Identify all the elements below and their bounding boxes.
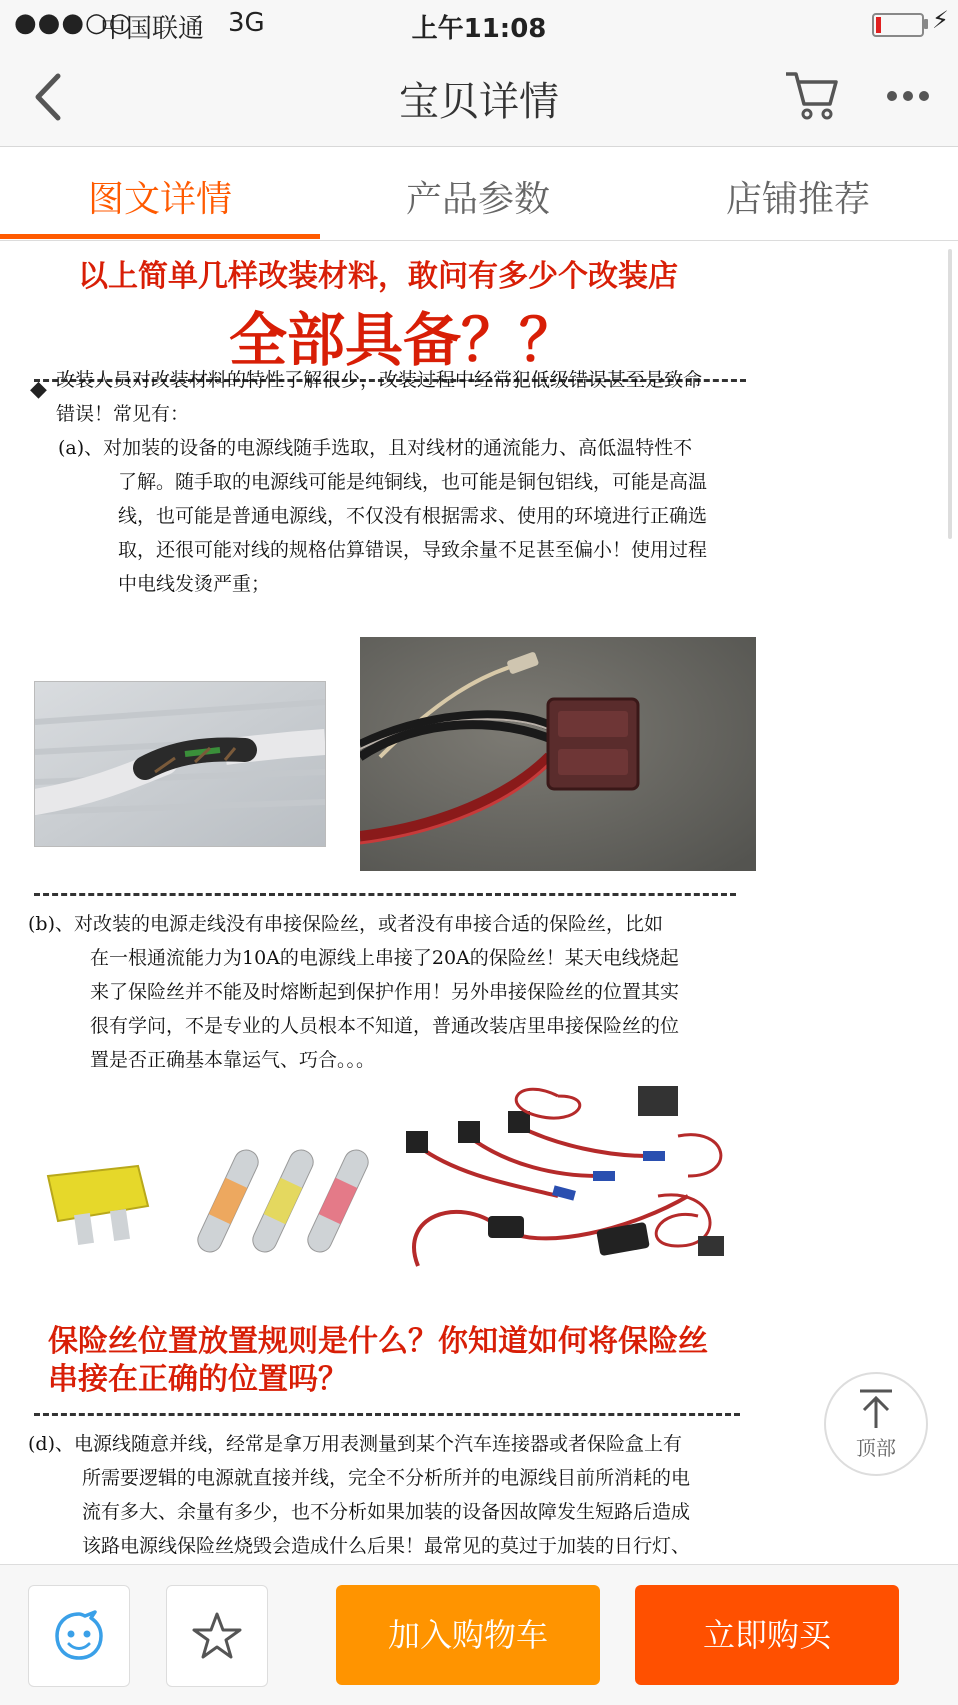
tab-graphic-details[interactable]: 图文详情 — [88, 179, 233, 220]
item-b-line-5: 置是否正确基本靠运气、巧合。。。 — [90, 1049, 376, 1071]
battery-icon — [872, 13, 924, 37]
item-a-line-1: (a)、对加装的设备的电源线随手选取，且对线材的通流能力、高低温特性不 — [58, 437, 693, 459]
item-b-line-2: 在一根通流能力为10A的电源线上串接了20A的保险丝！某天电线烧起 — [90, 947, 679, 969]
item-d-line-2: 所需要逻辑的电源就直接并线，完全不分析所并的电源线目前所消耗的电 — [82, 1467, 691, 1489]
dashed-divider — [34, 893, 736, 896]
item-d-line-1: (d)、电源线随意并线，经常是拿万用表测量到某个汽车连接器或者保险盒上有 — [28, 1433, 682, 1455]
detail-image — [8, 241, 778, 1563]
page-title: 宝贝详情 — [399, 79, 559, 125]
tab-shop-recommend[interactable]: 店铺推荐 — [726, 179, 871, 220]
cart-icon[interactable] — [782, 66, 840, 124]
carrier-name: 中国联通 — [100, 14, 205, 44]
item-a-line-3: 线，也可能是普通电源线，不仅没有根据需求、使用的环境进行正确选 — [118, 505, 708, 527]
clock: 上午11:08 — [411, 14, 547, 44]
item-a-line-4: 取，还很可能对线的规格估算错误，导致余量不足甚至偏小！使用过程 — [118, 539, 708, 561]
more-options-icon[interactable] — [884, 76, 932, 116]
signal-strength: ●●●○○ — [14, 8, 133, 38]
item-d-line-3: 流有多大、余量有多少，也不分析如果加装的设备因故障发生短路后造成 — [82, 1501, 691, 1523]
scrollbar[interactable] — [948, 249, 952, 539]
burnt-wire-photo — [34, 681, 326, 847]
favorite-button[interactable] — [166, 1585, 268, 1687]
back-to-top-label: 顶部 — [856, 1436, 896, 1460]
fuse-question-line-1: 保险丝位置放置规则是什么？你知道如何将保险丝 — [48, 1324, 708, 1359]
headline-line1: 以上简单几样改装材料，敢问有多少个改装店 — [78, 259, 678, 294]
dashed-divider — [34, 1413, 740, 1416]
intro-line-1: 改装人员对改装材料的特性了解很少，改装过程中经常犯低级错误甚至是致命 — [56, 369, 703, 391]
arrow-up-icon — [856, 1388, 896, 1430]
item-b-line-1: (b)、对改装的电源走线没有串接保险丝，或者没有串接合适的保险丝，比如 — [28, 913, 663, 935]
fuse-taps — [406, 1086, 724, 1266]
chat-face-icon — [53, 1610, 105, 1662]
navigation-bar — [0, 46, 958, 147]
fuse-question-line-2: 串接在正确的位置吗？ — [48, 1362, 348, 1397]
item-d-line-4: 该路电源线保险丝烧毁会造成什么后果！最常见的莫过于加装的日行灯、 — [82, 1535, 691, 1557]
active-tab-indicator — [0, 234, 320, 239]
content-area[interactable] — [0, 241, 958, 1563]
buy-now-button[interactable]: 立即购买 — [635, 1585, 899, 1685]
mini-fuses — [194, 1146, 372, 1256]
battery-cap — [924, 19, 928, 29]
melted-connector-photo — [360, 637, 756, 871]
bullet-diamond-icon: ◆ — [30, 377, 47, 402]
headline-line2: 全部具备？？ — [228, 306, 577, 374]
item-b-line-3: 来了保险丝并不能及时熔断起到保护作用！另外串接保险丝的位置其实 — [90, 981, 680, 1003]
item-a-line-5: 中电线发烫严重； — [118, 573, 271, 595]
item-b-line-4: 很有学问，不是专业的人员根本不知道，普通改装店里串接保险丝的位 — [90, 1015, 680, 1037]
blade-fuse — [48, 1166, 148, 1245]
back-to-top-button[interactable] — [824, 1372, 928, 1476]
add-to-cart-button[interactable]: 加入购物车 — [336, 1585, 600, 1685]
intro-line-2: 错误！常见有： — [56, 403, 190, 425]
fuse-products-photo — [38, 1076, 758, 1296]
star-icon — [191, 1610, 243, 1662]
charging-icon: ⚡ — [932, 6, 949, 34]
detail-tabs — [0, 147, 958, 241]
bottom-action-bar — [0, 1564, 958, 1705]
status-bar — [0, 0, 958, 46]
network-type: 3G — [228, 8, 265, 38]
tab-product-params[interactable]: 产品参数 — [406, 179, 551, 220]
item-a-line-2: 了解。随手取的电源线可能是纯铜线，也可能是铜包铝线，可能是高温 — [118, 471, 708, 493]
customer-service-button[interactable] — [28, 1585, 130, 1687]
